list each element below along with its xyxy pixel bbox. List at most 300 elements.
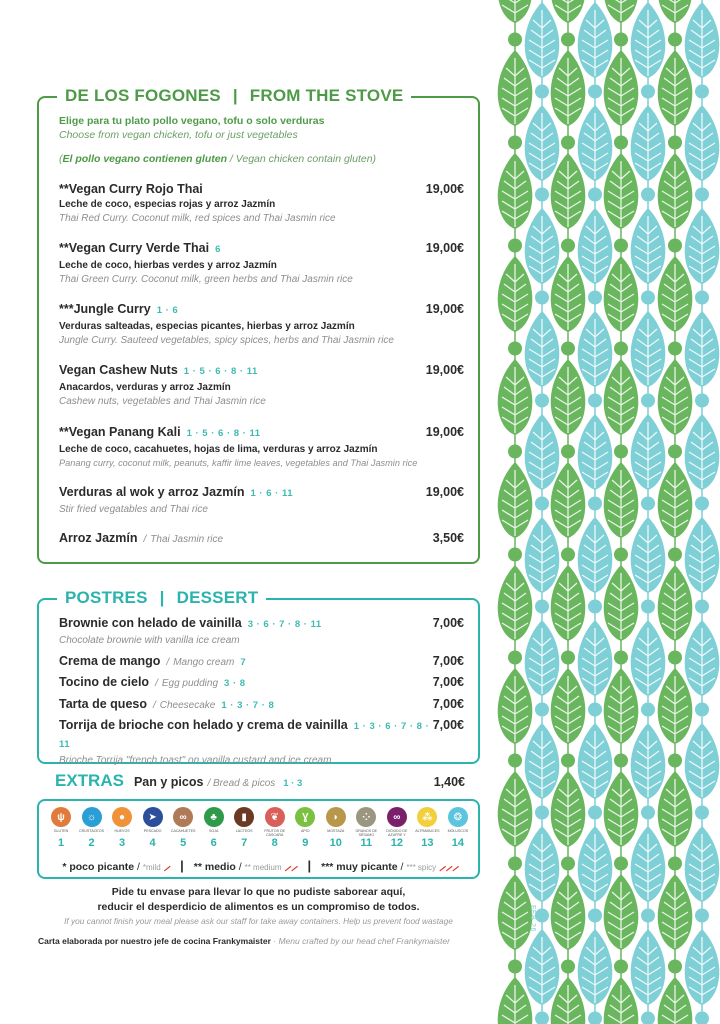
- chili-icon: ⸝⸝: [284, 858, 298, 873]
- bead-dot: [614, 651, 628, 665]
- bead-dot: [641, 806, 655, 820]
- leaf-icon: [525, 826, 560, 902]
- stove-section-title: [57, 83, 411, 109]
- allergen-number: 10: [329, 837, 342, 849]
- bead-dot: [641, 497, 655, 511]
- item-allergens: 1 · 6: [156, 305, 179, 316]
- bead-dot: [668, 651, 682, 665]
- leaf-icon: [498, 0, 533, 23]
- bead-dot: [561, 754, 575, 768]
- leaf-icon: [658, 0, 693, 23]
- item-desc-es: Leche de coco, especias rojas y arroz Jazmín: [59, 199, 276, 210]
- bead-dot: [535, 188, 549, 202]
- mustard-icon: ◗: [326, 807, 346, 827]
- item-name: Torrija de brioche con helado y crema de vainilla: [59, 718, 348, 732]
- allergen-number: 14: [451, 837, 465, 849]
- stove-intro: [59, 114, 376, 166]
- bead-dot: [614, 960, 628, 974]
- allergen-item: [261, 807, 289, 849]
- spice-level-es: *** muy picante: [321, 861, 401, 873]
- allergen-label: GRANOS DE SÉSAMO: [355, 829, 378, 837]
- bead-dot: [508, 960, 522, 974]
- item-desc-en: Jungle Curry. Sauteed vegetables, spicy spices, herbs and Thai Jasmin rice: [59, 335, 394, 346]
- item-desc-en: Thai Red Curry. Coconut milk, red spices and Thai Jasmin rice: [59, 213, 336, 224]
- menu-item: [59, 300, 464, 346]
- allergen-item: [139, 807, 167, 849]
- allergen-item: [78, 807, 106, 849]
- item-allergens: 1 · 3 · 7 · 8: [221, 700, 275, 711]
- leaf-pattern: [497, 0, 720, 1024]
- item-name: Verduras al wok y arroz Jazmín: [59, 485, 245, 499]
- note-en: / Vegan chicken contain gluten): [227, 153, 377, 165]
- leaf-pattern-svg: [497, 0, 720, 1024]
- bead-dot: [535, 394, 549, 408]
- leaf-icon: [578, 105, 613, 181]
- allergen-number: 2: [88, 837, 95, 849]
- item-allergens: 3 · 6 · 7 · 8 · 11: [247, 619, 322, 630]
- gluten-note: [59, 152, 376, 166]
- dessert-item: [59, 614, 464, 646]
- leaf-icon: [685, 620, 720, 696]
- spice-separator: |: [180, 858, 184, 873]
- allergen-label: CACAHUETES: [170, 829, 196, 833]
- bead-dot: [561, 33, 575, 47]
- intro-es: Elige para tu plato pollo vegano, tofu o solo verduras: [59, 115, 325, 127]
- leaf-icon: [578, 723, 613, 799]
- credits-en: · Menu crafted by our head chef Frankymaister: [270, 936, 450, 946]
- leaf-icon: [631, 2, 666, 78]
- stove-title-es: DE LOS FOGONES: [65, 86, 221, 105]
- leaf-icon: [578, 2, 613, 78]
- takeaway-en: If you cannot finish your meal please ask our staff for take away containers. Help us prevent food wastage: [64, 916, 453, 926]
- bead-dot: [508, 857, 522, 871]
- bead-dot: [535, 1012, 549, 1024]
- allergen-label: MOLUSCOS: [447, 829, 469, 833]
- leaf-icon: [498, 874, 533, 950]
- leaf-icon: [551, 0, 586, 23]
- allergen-item: [230, 807, 258, 849]
- item-name: **Vegan Panang Kali: [59, 425, 181, 439]
- leaf-icon: [525, 105, 560, 181]
- bead-dot: [535, 85, 549, 99]
- leaf-icon: [658, 565, 693, 641]
- item-allergens: 7: [240, 657, 247, 668]
- spice-separator: |: [307, 858, 312, 873]
- bead-dot: [561, 342, 575, 356]
- leaf-icon: [604, 0, 639, 23]
- leaf-icon: [578, 517, 613, 593]
- nut-icon: ❦: [265, 807, 285, 827]
- item-desc-en: Cashew nuts, vegetables and Thai Jasmin rice: [59, 396, 266, 407]
- leaf-icon: [685, 929, 720, 1005]
- item-desc-en: Thai Green Curry. Coconut milk, green herbs and Thai Jasmin rice: [59, 274, 353, 285]
- item-name: **Vegan Curry Verde Thai: [59, 241, 210, 255]
- allergen-number: 8: [271, 837, 278, 849]
- item-name: Tocino de cielo: [59, 675, 150, 689]
- bead-dot: [588, 291, 602, 305]
- leaf-icon: [631, 620, 666, 696]
- item-price: 19,00€: [425, 485, 464, 499]
- bead-dot: [508, 239, 522, 253]
- allergen-label: DIÓXIDO DE AZUFRE Y: [386, 829, 408, 837]
- bead-dot: [695, 394, 709, 408]
- bead-dot: [508, 342, 522, 356]
- bead-dot: [695, 85, 709, 99]
- bead-dot: [668, 136, 682, 150]
- item-name: Brownie con helado de vainilla: [59, 616, 242, 630]
- allergen-legend: [37, 799, 480, 879]
- item-price: 19,00€: [425, 182, 464, 196]
- bead-dot: [588, 394, 602, 408]
- dessert-item: Tocino de cielo / Egg pudding 3 · 8 7,00€: [59, 675, 464, 689]
- bead-dot: [668, 445, 682, 459]
- bead-dot: [508, 33, 522, 47]
- sesame-icon: ⁘: [356, 807, 376, 827]
- item-price: 19,00€: [425, 302, 464, 316]
- allergen-number: 6: [210, 837, 217, 849]
- item-allergens: 3 · 8: [224, 678, 246, 689]
- allergen-label: ALTRAMUCES: [415, 829, 440, 833]
- bead-dot: [588, 85, 602, 99]
- bead-dot: [668, 342, 682, 356]
- bead-dot: [641, 600, 655, 614]
- extras-item-allergens: 1 · 3: [283, 778, 303, 789]
- leaf-icon: [631, 723, 666, 799]
- bead-dot: [588, 188, 602, 202]
- bead-dot: [535, 497, 549, 511]
- bead-dot: [641, 909, 655, 923]
- allergen-label: CRUSTÁCEOS: [79, 829, 105, 833]
- takeaway-line-2: reducir el desperdicio de alimentos es un compromiso de todos.: [97, 901, 420, 913]
- leaf-icon: [578, 620, 613, 696]
- allergen-label: HUEVOS: [114, 829, 130, 833]
- item-price: 7,00€: [432, 718, 464, 732]
- leaf-icon: [525, 929, 560, 1005]
- bead-dot: [561, 445, 575, 459]
- item-price: 7,00€: [432, 697, 464, 711]
- extras-item-en: / Bread & picos: [207, 778, 276, 789]
- allergen-list: [47, 807, 472, 849]
- leaf-icon: [685, 311, 720, 387]
- bead-dot: [695, 497, 709, 511]
- item-desc-en: Brioche Torrija "french toast" on vanilla custard and ice cream: [59, 755, 332, 766]
- bead-dot: [614, 754, 628, 768]
- leaf-icon: [498, 359, 533, 435]
- bead-dot: [641, 85, 655, 99]
- spice-slash: /: [137, 861, 143, 873]
- bead-dot: [588, 703, 602, 717]
- item-name: ***Jungle Curry: [59, 302, 151, 316]
- bead-dot: [508, 136, 522, 150]
- allergen-label: FRUTOS DE CÁSCARA: [264, 829, 286, 837]
- leaf-icon: [631, 311, 666, 387]
- leaf-icon: [685, 826, 720, 902]
- spice-level-en: ** medium: [244, 863, 282, 872]
- bead-dot: [668, 857, 682, 871]
- celery-icon: Ɣ: [295, 807, 315, 827]
- bead-dot: [695, 291, 709, 305]
- bead-dot: [695, 806, 709, 820]
- leaf-icon: [525, 2, 560, 78]
- bead-dot: [695, 703, 709, 717]
- bead-dot: [695, 600, 709, 614]
- leaf-icon: [685, 2, 720, 78]
- allergen-label: LÁCTEOS: [235, 829, 253, 833]
- item-desc-es: Verduras salteadas, especias picantes, hierbas y arroz Jazmín: [59, 321, 355, 332]
- allergen-number: 3: [119, 837, 126, 849]
- dessert-item: [59, 716, 464, 766]
- item-desc-es: Anacardos, verduras y arroz Jazmín: [59, 382, 231, 393]
- bead-dot: [561, 651, 575, 665]
- leaf-icon: [525, 311, 560, 387]
- item-price: 19,00€: [425, 363, 464, 377]
- leaf-icon: [658, 771, 693, 847]
- item-name-en: Egg pudding: [161, 678, 219, 689]
- allergen-item: [291, 807, 319, 849]
- item-price: 19,00€: [425, 241, 464, 255]
- item-allergens: 1 · 6 · 11: [250, 488, 293, 499]
- credits-es: Carta elaborada por nuestro jefe de cocina Frankymaister: [38, 936, 271, 946]
- item-name: Vegan Cashew Nuts: [59, 363, 178, 377]
- leaf-icon: [578, 826, 613, 902]
- allergen-number: 5: [180, 837, 187, 849]
- leaf-icon: [525, 620, 560, 696]
- bead-dot: [588, 1012, 602, 1024]
- leaf-icon: [498, 668, 533, 744]
- allergen-label: GLUTEN: [53, 829, 69, 833]
- bead-dot: [508, 651, 522, 665]
- bead-dot: [668, 960, 682, 974]
- bead-dot: [614, 239, 628, 253]
- leaf-icon: [685, 105, 720, 181]
- allergen-number: 11: [360, 837, 373, 849]
- note-es: El pollo vegano contienen gluten: [62, 153, 228, 165]
- leaf-icon: [631, 826, 666, 902]
- extras-title: EXTRAS: [55, 771, 124, 790]
- allergen-item: [108, 807, 136, 849]
- bead-dot: [614, 857, 628, 871]
- leaf-icon: [498, 565, 533, 641]
- bead-dot: [641, 394, 655, 408]
- leaf-icon: [578, 208, 613, 284]
- bead-dot: [535, 291, 549, 305]
- bead-dot: [668, 239, 682, 253]
- title-separator: |: [232, 86, 238, 105]
- leaf-icon: [631, 929, 666, 1005]
- item-name: Tarta de queso: [59, 697, 147, 711]
- fish-icon: ➤: [143, 807, 163, 827]
- bead-dot: [508, 445, 522, 459]
- item-price: 7,00€: [432, 654, 464, 668]
- intro-en: Choose from vegan chicken, tofu or just vegetables: [59, 129, 298, 141]
- bead-dot: [695, 1012, 709, 1024]
- extras-row: [55, 771, 465, 791]
- lupin-icon: ⁂: [417, 807, 437, 827]
- soy-icon: ♣: [204, 807, 224, 827]
- allergen-item: [47, 807, 75, 849]
- bead-dot: [588, 909, 602, 923]
- item-allergens: 6: [215, 244, 221, 255]
- menu-item: [59, 182, 464, 224]
- bead-dot: [695, 188, 709, 202]
- allergen-label: SOJA: [208, 829, 219, 833]
- leaf-icon: [658, 462, 693, 538]
- leaf-icon: [685, 723, 720, 799]
- item-price: 7,00€: [432, 616, 464, 630]
- bead-dot: [561, 548, 575, 562]
- bead-dot: [508, 548, 522, 562]
- item-name-en: Mango cream: [173, 657, 235, 668]
- extras-item-name: Pan y picos: [133, 775, 204, 789]
- bead-dot: [588, 497, 602, 511]
- bead-dot: [508, 754, 522, 768]
- bead-dot: [614, 136, 628, 150]
- spice-slash: /: [238, 861, 245, 873]
- bead-dot: [614, 33, 628, 47]
- allergen-number: 9: [302, 837, 309, 849]
- chili-icon: ⸝: [163, 858, 171, 873]
- item-name: Arroz Jazmín: [59, 531, 138, 545]
- leaf-icon: [631, 105, 666, 181]
- print-date: FEB 26: [529, 905, 536, 932]
- leaf-icon: [685, 414, 720, 490]
- item-allergens: 1 · 5 · 6 · 8 · 11: [183, 366, 258, 377]
- bead-dot: [668, 33, 682, 47]
- bead-dot: [588, 600, 602, 614]
- item-price: 7,00€: [432, 675, 464, 689]
- leaf-icon: [498, 50, 533, 126]
- allergen-label: APIO: [300, 829, 310, 833]
- leaf-icon: [658, 50, 693, 126]
- bead-dot: [614, 548, 628, 562]
- spice-level-en: *mild: [142, 863, 161, 872]
- allergen-number: 7: [241, 837, 248, 849]
- dessert-title-en: DESSERT: [176, 588, 259, 607]
- item-desc-en: Panang curry, coconut milk, peanuts, kaffir lime leaves, vegetables and Thai Jasmin rice: [59, 458, 418, 468]
- dessert-section: [37, 588, 480, 766]
- spice-level-en: *** spicy: [406, 863, 437, 872]
- item-allergens: 1 · 3 · 6 · 7 · 8 · 11: [59, 721, 430, 750]
- dessert-item: Tarta de queso / Cheesecake 1 · 3 · 7 · 8 7,00€: [59, 697, 464, 711]
- milk-icon: ▮: [234, 807, 254, 827]
- allergen-item: [200, 807, 228, 849]
- item-allergens: 1 · 5 · 6 · 8 · 11: [186, 428, 261, 439]
- allergen-number: 1: [57, 837, 65, 849]
- leaf-icon: [525, 517, 560, 593]
- dessert-item: Crema de mango / Mango cream 7 7,00€: [59, 654, 464, 668]
- item-price: 3,50€: [432, 531, 464, 545]
- extras-item-price: 1,40€: [433, 775, 465, 789]
- dessert-section-title: [57, 585, 266, 611]
- leaf-icon: [631, 208, 666, 284]
- allergen-label: PESCADO: [143, 829, 162, 833]
- menu-item: [59, 361, 464, 407]
- note-paren: (: [59, 153, 63, 165]
- item-desc-es: Leche de coco, hierbas verdes y arroz Jazmín: [59, 260, 277, 271]
- item-desc-es: Leche de coco, cacahuetes, hojas de lima, verduras y arroz Jazmín: [59, 444, 378, 455]
- stove-title-en: FROM THE STOVE: [249, 86, 404, 105]
- leaf-icon: [498, 256, 533, 332]
- leaf-icon: [525, 723, 560, 799]
- bead-dot: [641, 188, 655, 202]
- menu-item: Arroz Jazmín / Thai Jasmin rice 3,50€: [59, 531, 464, 545]
- item-desc-en: Chocolate brownie with vanilla ice cream: [59, 635, 240, 646]
- bead-dot: [561, 857, 575, 871]
- allergen-item: [352, 807, 380, 849]
- leaf-icon: [498, 462, 533, 538]
- sulphite-icon: ∞: [387, 807, 407, 827]
- spice-level-es: * poco picante: [62, 861, 138, 873]
- takeaway-line-1: Pide tu envase para llevar lo que no pudiste saborear aquí,: [111, 886, 406, 898]
- egg-icon: ●: [112, 807, 132, 827]
- stove-section: [37, 86, 480, 564]
- bead-dot: [641, 1012, 655, 1024]
- bead-dot: [695, 909, 709, 923]
- allergen-item: [169, 807, 197, 849]
- leaf-icon: [631, 517, 666, 593]
- wheat-icon: ψ: [51, 807, 71, 827]
- bead-dot: [535, 909, 549, 923]
- bead-dot: [535, 703, 549, 717]
- allergen-number: 4: [149, 837, 156, 849]
- takeaway-notice: [37, 885, 480, 926]
- crab-icon: ☼: [82, 807, 102, 827]
- title-separator: |: [159, 588, 165, 607]
- leaf-icon: [658, 153, 693, 229]
- leaf-icon: [658, 874, 693, 950]
- leaf-icon: [631, 414, 666, 490]
- leaf-icon: [498, 771, 533, 847]
- leaf-icon: [658, 359, 693, 435]
- allergen-item: [383, 807, 411, 849]
- spice-level-es: ** medio: [193, 861, 239, 873]
- bead-dot: [614, 445, 628, 459]
- allergen-item: [444, 807, 472, 849]
- chef-credits: [38, 936, 488, 946]
- item-name-en: Cheesecake: [159, 700, 216, 711]
- menu-item: [59, 423, 464, 468]
- leaf-icon: [685, 208, 720, 284]
- bead-dot: [614, 342, 628, 356]
- shell-icon: ❂: [448, 807, 468, 827]
- leaf-icon: [578, 414, 613, 490]
- leaf-icon: [685, 517, 720, 593]
- spice-legend: [39, 856, 482, 874]
- leaf-icon: [658, 256, 693, 332]
- bead-dot: [535, 806, 549, 820]
- leaf-icon: [578, 311, 613, 387]
- peanut-icon: ∞: [173, 807, 193, 827]
- item-price: 19,00€: [425, 425, 464, 439]
- bead-dot: [641, 291, 655, 305]
- bead-dot: [561, 136, 575, 150]
- allergen-number: 12: [390, 837, 403, 849]
- bead-dot: [561, 960, 575, 974]
- allergen-item: [322, 807, 350, 849]
- bead-dot: [588, 806, 602, 820]
- bead-dot: [641, 703, 655, 717]
- bead-dot: [535, 600, 549, 614]
- leaf-icon: [525, 208, 560, 284]
- dessert-title-es: POSTRES: [65, 588, 148, 607]
- leaf-icon: [525, 414, 560, 490]
- menu-item: [59, 483, 464, 515]
- allergen-item: [413, 807, 441, 849]
- leaf-icon: [498, 153, 533, 229]
- leaf-icon: [658, 668, 693, 744]
- leaf-icon: [578, 929, 613, 1005]
- bead-dot: [561, 239, 575, 253]
